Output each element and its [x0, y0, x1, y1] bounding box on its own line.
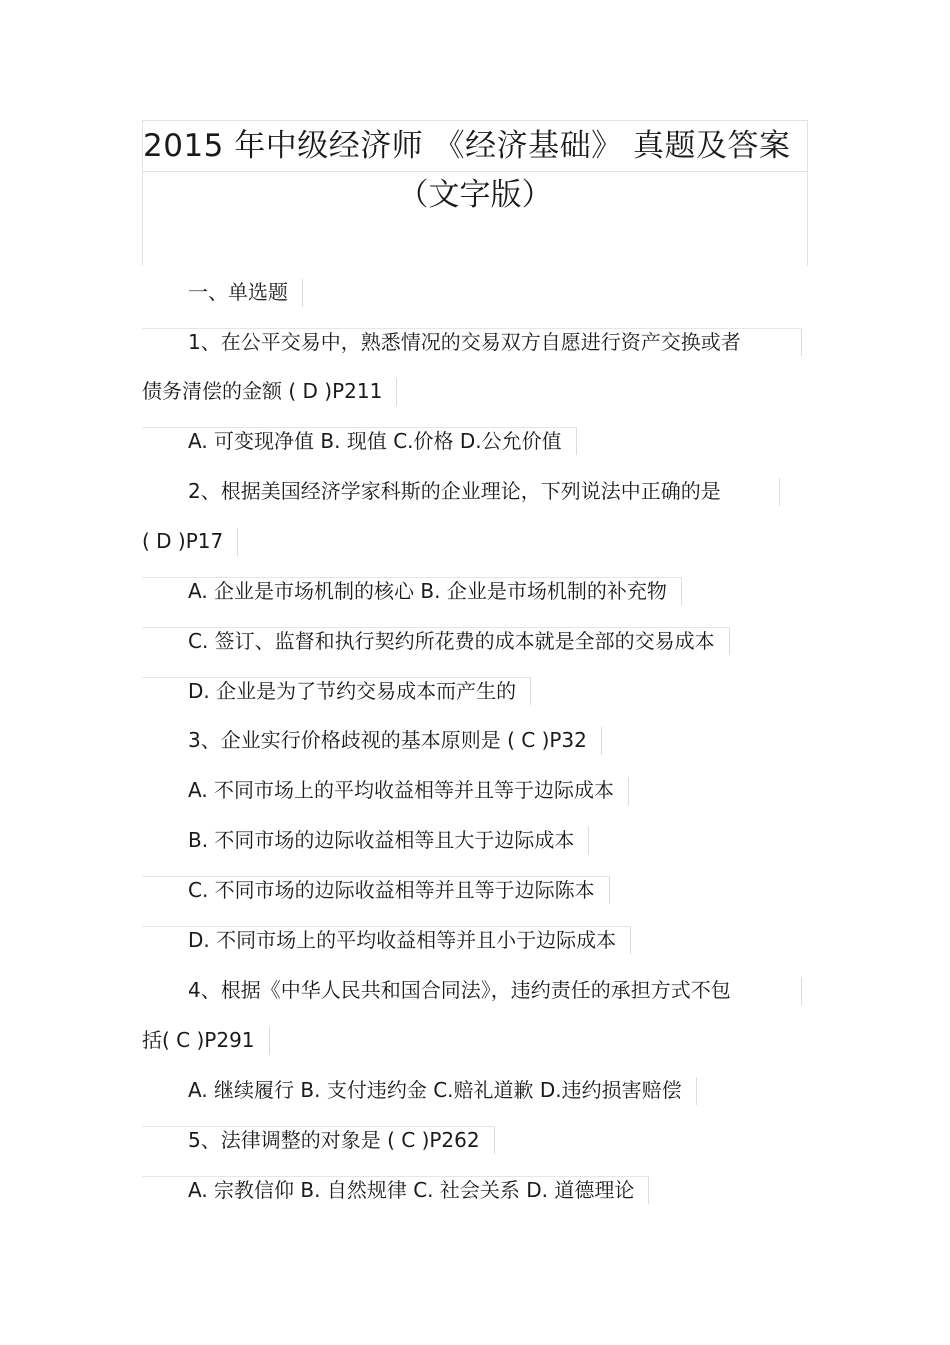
question-3-option-d: D. 不同市场上的平均收益相等并且小于边际成本 [142, 926, 631, 954]
question-2-option-c: C. 签订、监督和执行契约所花费的成本就是全部的交易成本 [142, 627, 730, 655]
question-2-options-ab: A. 企业是市场机制的核心 B. 企业是市场机制的补充物 [142, 577, 682, 605]
question-4-stem: 4、根据《中华人民共和国合同法》，违约责任的承担方式不包 [188, 977, 802, 1005]
question-3-option-a: A. 不同市场上的平均收益相等并且等于边际成本 [188, 777, 629, 805]
question-3-option-b: B. 不同市场的边际收益相等且大于边际成本 [188, 827, 589, 855]
question-4-stem-cont: 括( C )P291 [142, 1027, 270, 1055]
question-2-option-d: D. 企业是为了节约交易成本而产生的 [142, 677, 531, 705]
question-2-stem: 2、根据美国经济学家科斯的企业理论，下列说法中正确的是 [188, 478, 780, 506]
document-subtitle: （文字版） [397, 177, 553, 213]
question-5-stem: 5、法律调整的对象是 ( C )P262 [142, 1126, 495, 1154]
document-title: 2015 年中级经济师 《经济基础》 真题及答案 [143, 121, 807, 172]
question-4-options: A. 继续履行 B. 支付违约金 C.赔礼道歉 D.违约损害赔偿 [188, 1077, 697, 1105]
question-5-options: A. 宗教信仰 B. 自然规律 C. 社会关系 D. 道德理论 [142, 1176, 649, 1204]
title-block [142, 120, 808, 266]
question-1-stem: 1、在公平交易中，熟悉情况的交易双方自愿进行资产交换或者 [142, 328, 802, 356]
question-1-stem-cont: 债务清偿的金额 ( D )P211 [142, 378, 397, 406]
section-heading: 一、单选题 [188, 279, 303, 307]
question-1-options: A. 可变现净值 B. 现值 C.价格 D.公允价值 [142, 427, 577, 455]
question-3-option-c: C. 不同市场的边际收益相等并且等于边际陈本 [142, 876, 610, 904]
question-3-stem: 3、企业实行价格歧视的基本原则是 ( C )P32 [188, 727, 602, 755]
question-2-stem-cont: ( D )P17 [142, 528, 238, 556]
